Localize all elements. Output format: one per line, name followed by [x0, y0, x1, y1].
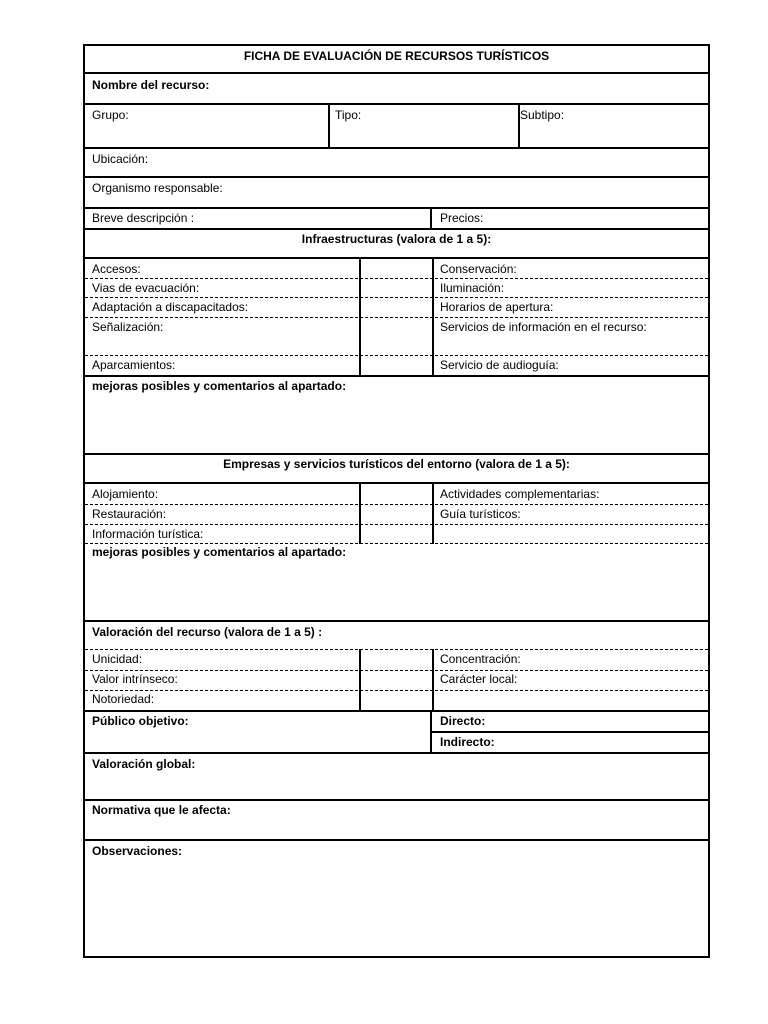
organismo-label: Organismo responsable: — [92, 181, 223, 195]
infra-item-label: Aparcamientos: — [92, 358, 176, 372]
infra-score-cell[interactable] — [361, 319, 432, 355]
dashed-divider — [85, 504, 708, 505]
row-divider — [85, 228, 708, 230]
valoracion-score-cell[interactable] — [361, 691, 432, 710]
infra-score-cell[interactable] — [361, 357, 432, 375]
publico-label: Público objetivo: — [92, 714, 189, 728]
ubicacion-field[interactable] — [85, 149, 708, 176]
infra-item-label: Servicio de audioguía: — [440, 358, 559, 372]
infra-score-cell[interactable] — [361, 279, 432, 297]
normativa-label: Normativa que le afecta: — [92, 803, 231, 817]
subtipo-label: Subtipo: — [520, 108, 565, 122]
global-label: Valoración global: — [92, 757, 196, 771]
infra-item-label: Señalización: — [92, 320, 164, 334]
ubicacion-label: Ubicación: — [92, 152, 149, 166]
dashed-divider — [85, 297, 708, 298]
observaciones-label: Observaciones: — [92, 844, 183, 858]
precios-label: Precios: — [440, 211, 484, 225]
infra-item-label: Servicios de información en el recurso: — [440, 320, 647, 334]
col-divider — [328, 105, 330, 147]
valoracion-item-label: Notoriedad: — [92, 692, 155, 706]
col-divider — [359, 482, 361, 544]
dashed-divider — [85, 278, 708, 279]
empresas-score-cell[interactable] — [361, 505, 432, 523]
dashed-divider — [85, 649, 708, 650]
tipo-label: Tipo: — [335, 108, 362, 122]
row-divider — [85, 620, 708, 622]
dashed-divider — [85, 543, 708, 544]
valoracion-item-label: Concentración: — [440, 652, 521, 666]
dashed-divider — [85, 690, 708, 691]
infra-score-cell[interactable] — [361, 259, 432, 277]
valoracion-item-label: Carácter local: — [440, 672, 518, 686]
col-divider — [430, 209, 432, 228]
empresas-item-label: Información turística: — [92, 527, 204, 541]
nombre-label: Nombre del recurso: — [92, 78, 210, 92]
infra-item-label: Iluminación: — [440, 281, 505, 295]
infra-comments-label: mejoras posibles y comentarios al apartado: — [92, 379, 347, 393]
empresas-item-label: Alojamiento: — [92, 487, 159, 501]
infra-score-cell[interactable] — [361, 299, 432, 317]
valoracion-item-label: Valor intrínseco: — [92, 672, 178, 686]
valoracion-heading: Valoración del recurso (valora de 1 a 5) : — [92, 625, 323, 639]
dashed-divider — [85, 355, 708, 356]
infra-item-label: Horarios de apertura: — [440, 300, 554, 314]
dashed-divider — [85, 524, 708, 525]
infra-item-label: Conservación: — [440, 262, 517, 276]
empresas-score-cell[interactable] — [361, 525, 432, 543]
empresas-heading: Empresas y servicios turísticos del entorno (valora de 1 a 5): — [223, 457, 570, 471]
col-divider — [359, 649, 361, 711]
valoracion-item-label: Unicidad: — [92, 652, 143, 666]
empresas-item-label: Actividades complementarias: — [440, 487, 600, 501]
empresas-score-cell[interactable] — [361, 484, 432, 503]
grupo-label: Grupo: — [92, 108, 129, 122]
row-divider — [85, 453, 708, 455]
col-divider — [432, 482, 434, 544]
valoracion-score-cell[interactable] — [361, 651, 432, 669]
descripcion-label: Breve descripción : — [92, 211, 195, 225]
infra-item-label: Accesos: — [92, 262, 141, 276]
infra-item-label: Vias de evacuación: — [92, 281, 200, 295]
empresas-item-label: Guía turísticos: — [440, 507, 521, 521]
resource-evaluation-form — [83, 44, 710, 958]
col-divider — [432, 649, 434, 711]
empresas-comments-label: mejoras posibles y comentarios al apartado: — [92, 545, 347, 559]
infra-item-label: Adaptación a discapacitados: — [92, 300, 249, 314]
valoracion-score-cell[interactable] — [361, 671, 432, 689]
dashed-divider — [85, 670, 708, 671]
directo-label: Directo: — [440, 714, 486, 728]
infra-heading: Infraestructuras (valora de 1 a 5): — [301, 232, 492, 246]
empresas-item-label: Restauración: — [92, 507, 167, 521]
row-divider — [432, 731, 708, 733]
col-divider — [518, 105, 520, 147]
indirecto-label: Indirecto: — [440, 735, 495, 749]
form-title: FICHA DE EVALUACIÓN DE RECURSOS TURÍSTICOS — [243, 49, 550, 63]
dashed-divider — [85, 317, 708, 318]
